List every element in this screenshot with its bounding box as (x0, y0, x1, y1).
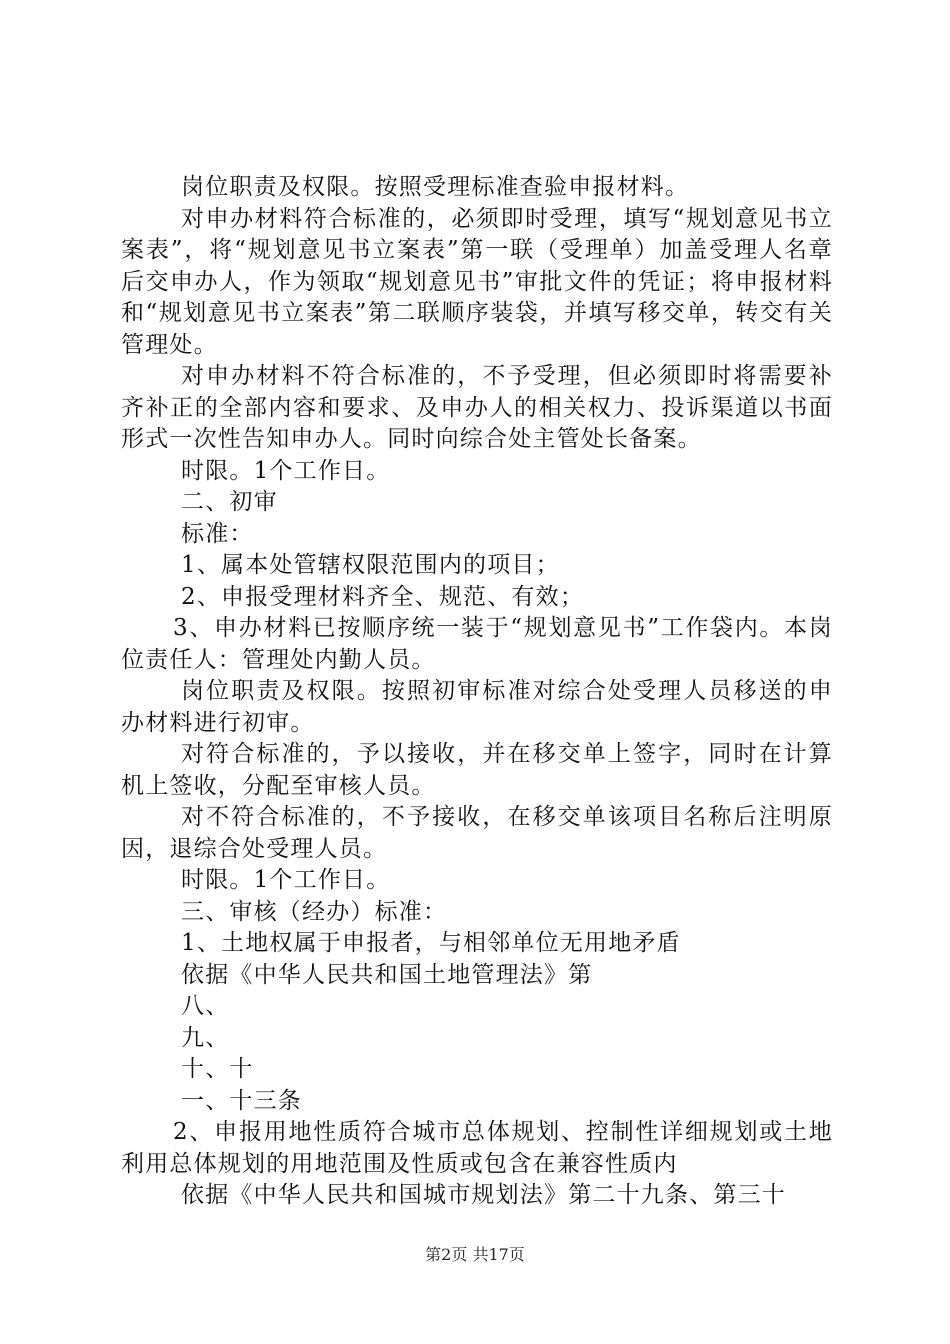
paragraph: 依据《中华人民共和国城市规划法》第二十九条、第三十 (181, 1182, 786, 1208)
section-heading: 三、审核（经办）标准： (181, 898, 448, 925)
list-item: 2、申报用地性质符合城市总体规划、控制性详细规划或土地利用总体规划的用地范围及性质或包含在兼容性质内 (121, 1119, 833, 1177)
paragraph: 十、十 (181, 1056, 254, 1082)
paragraph: 对申办材料不符合标准的，不予受理，但必须即时将需要补齐补正的全部内容和要求、及申办人的相关权力、投诉渠道以书面形式一次性告知申办人。同时向综合处主管处长备案。 (121, 363, 833, 452)
paragraph: 八、 (181, 993, 230, 1019)
list-item: 1、土地权属于申报者，与相邻单位无用地矛盾 (181, 930, 681, 956)
paragraph: 岗位职责及权限。按照受理标准查验申报材料。 (181, 174, 690, 200)
paragraph: 时限。1个工作日。 (181, 867, 391, 893)
section-heading: 二、初审 (181, 489, 278, 515)
document-body (121, 172, 833, 1212)
paragraph: 九、 (181, 1024, 230, 1051)
list-item: 3、申办材料已按顺序统一装于“规划意见书”工作袋内。本岗位责任人：管理处内勤人员。 (121, 615, 833, 673)
paragraph: 对不符合标准的，不予接收，在移交单该项目名称后注明原因，退综合处受理人员。 (121, 804, 833, 862)
paragraph: 对符合标准的，予以接收，并在移交单上签字，同时在计算机上签收，分配至审核人员。 (121, 741, 833, 799)
paragraph: 岗位职责及权限。按照初审标准对综合处受理人员移送的申办材料进行初审。 (121, 678, 833, 736)
page-number-footer: 第2页 共17页 (425, 1245, 525, 1264)
paragraph: 一、十三条 (181, 1087, 302, 1114)
paragraph: 时限。1个工作日。 (181, 457, 391, 484)
paragraph: 对申办材料符合标准的，必须即时受理，填写“规划意见书立案表”，将“规划意见书立案表”第一联（受理单）加盖受理人名章后交申办人，作为领取“规划意见书”审批文件的凭证；将申报材料和“规划意见书立案表”第二联顺序装袋，并填写移交单，转交有关管理处。 (121, 205, 833, 358)
paragraph: 依据《中华人民共和国土地管理法》第 (181, 961, 593, 988)
list-item: 1、属本处管辖权限范围内的项目； (181, 552, 560, 578)
list-item: 2、申报受理材料齐全、规范、有效； (181, 583, 585, 610)
paragraph: 标准： (181, 520, 254, 547)
